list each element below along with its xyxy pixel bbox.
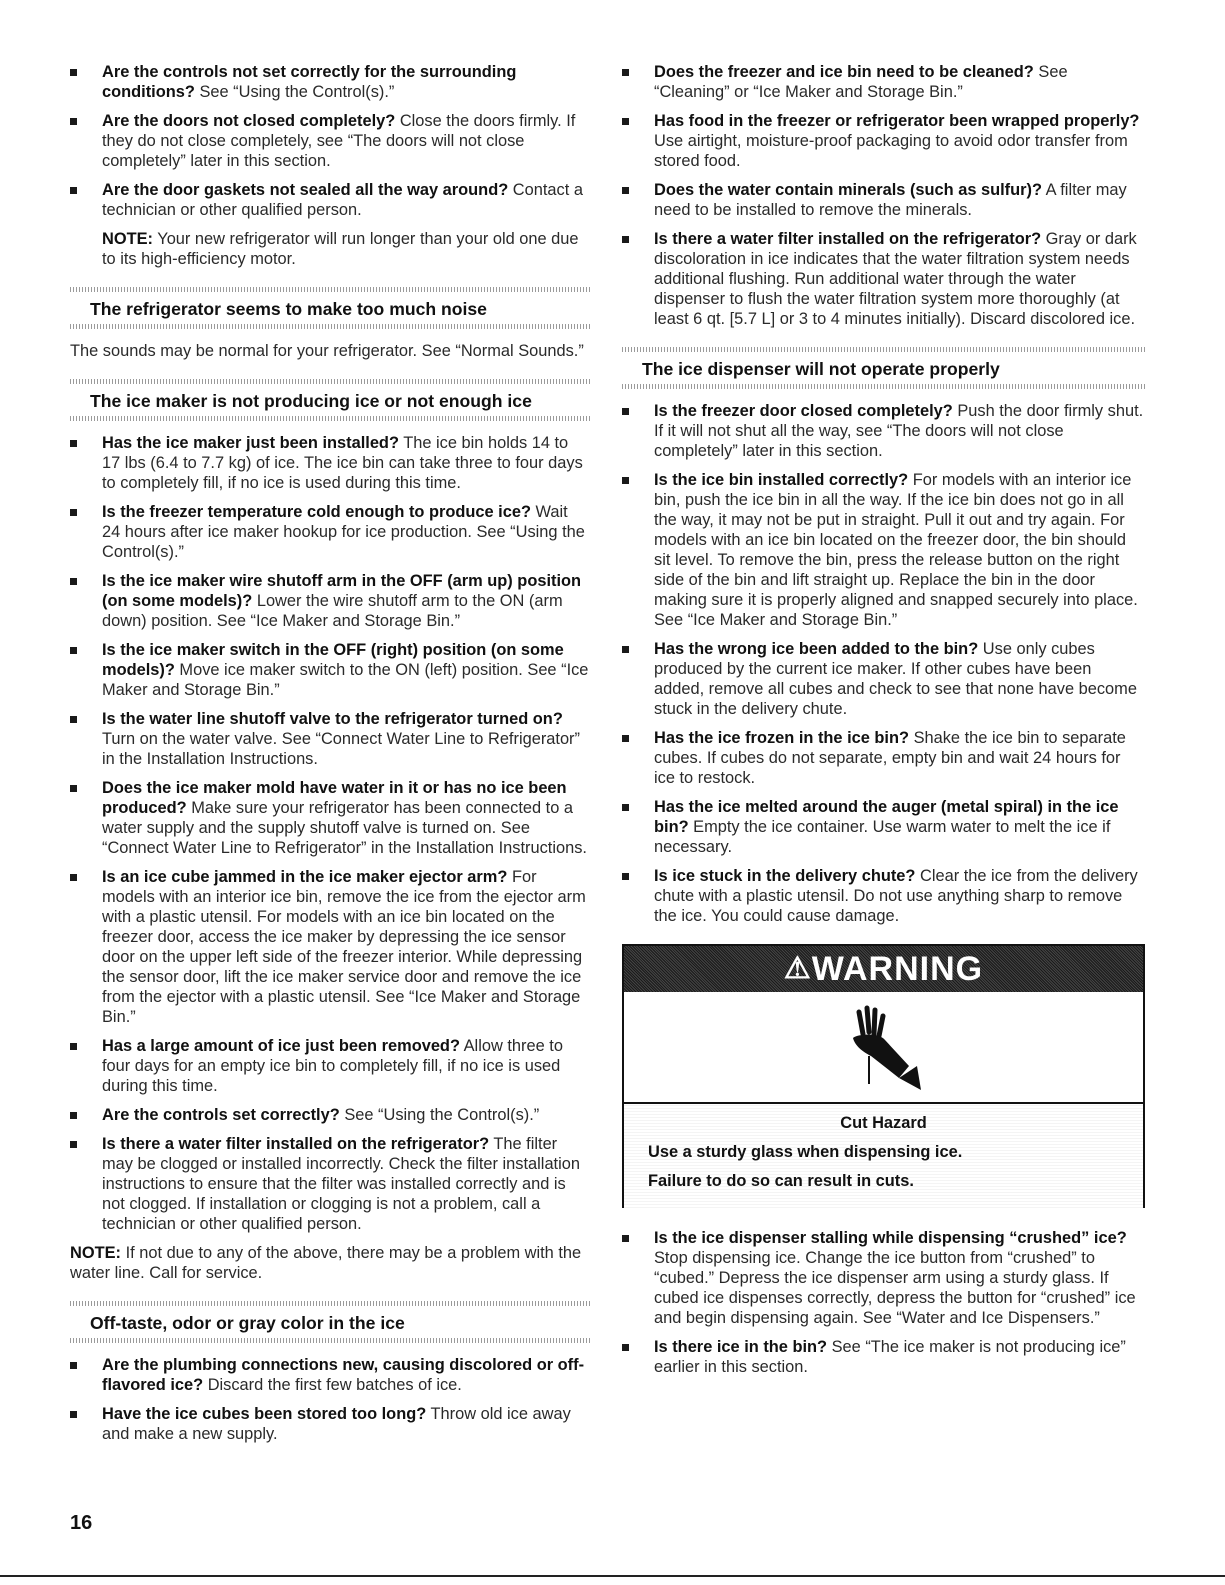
question: Has the ice maker just been installed?	[102, 434, 399, 452]
list-item	[622, 639, 1145, 719]
bullet-icon	[70, 509, 77, 516]
list-item	[622, 728, 1145, 788]
list-item	[622, 111, 1145, 171]
list-item	[70, 1105, 590, 1125]
page-number: 16	[70, 1512, 93, 1534]
bullet-icon	[70, 647, 77, 654]
section-header	[70, 379, 590, 421]
answer: For models with an interior ice bin, push the ice bin in all the way. If the ice bin does not go in all the way, it may not be put in straight. Pull it out and try again. For models with an ice bin located on the freezer door, the bin should sit level. To remove the bin, press the release button on the right side of the bin and lift straight up. Replace the bin in the door making sure it is properly aligned and snapped securely into place. See “Ice Maker and Storage Bin.”	[654, 471, 1138, 629]
list-item	[622, 1228, 1145, 1328]
list-item	[622, 797, 1145, 857]
bullet-icon	[622, 408, 629, 415]
warning-box	[622, 944, 1145, 1208]
answer: Gray or dark discoloration in ice indicates that the water filtration system needs additional flushing. Run additional water through the water dispenser to flush the water filtration system more thoroughly (at least 6 qt. [5.7 L] or 3 to 4 minutes initially). Discard discolored ice.	[654, 230, 1137, 328]
answer: Stop dispensing ice. Change the ice button from “crushed” to “cubed.” Depress the ice dispenser arm using a sturdy glass. If cubed ice dispenses correctly, depress the button for “crushed” ice and begin dispensing again. See “Water and Ice Dispensers.”	[654, 1249, 1136, 1327]
question: Does the freezer and ice bin need to be cleaned?	[654, 63, 1034, 81]
list-item	[70, 62, 590, 102]
bullet-icon	[70, 578, 77, 585]
question: Is there ice in the bin?	[654, 1338, 828, 1356]
question: Is the freezer temperature cold enough to produce ice?	[102, 503, 531, 521]
bullet-icon	[70, 440, 77, 447]
list-item	[70, 867, 590, 1027]
bullet-icon	[622, 873, 629, 880]
question: Has the ice frozen in the ice bin?	[654, 729, 910, 747]
list-item	[70, 433, 590, 493]
bullet-icon	[70, 1362, 77, 1369]
answer: Turn on the water valve. See “Connect Water Line to Refrigerator” in the Installation Instructions.	[102, 730, 580, 768]
question: Does the water contain minerals (such as sulfur)?	[654, 181, 1043, 199]
question: Does the ice maker mold have water in it or has no ice been produced?	[102, 779, 567, 817]
footer-rule	[0, 1575, 1225, 1577]
bullet-icon	[70, 187, 77, 194]
list-item	[622, 401, 1145, 461]
answer: Move ice maker switch to the ON (left) position. See “Ice Maker and Storage Bin.”	[102, 661, 589, 699]
answer: Shake the ice bin to separate cubes. If cubes do not separate, empty bin and wait 24 hours for ice to restock.	[654, 729, 1126, 787]
bullet-icon	[70, 69, 77, 76]
answer: For models with an interior ice bin, remove the ice from the ejector arm with a plastic utensil. For models with an ice bin located on the freezer door, access the ice maker by depressing the ice sensor door on the upper left side of the freezer interior. While depressing the sensor door, lift the ice maker service door and remove the ice from the ejector with a plastic utensil. See “Ice Maker and Storage Bin.”	[102, 868, 586, 1026]
bullet-icon	[622, 236, 629, 243]
bullet-icon	[70, 716, 77, 723]
warning-signal-word: WARNING	[811, 950, 984, 988]
answer: Push the door firmly shut. If it will not shut all the way, see “The doors will not close completely” later in this section.	[654, 402, 1144, 460]
question: Is the ice bin installed correctly?	[654, 471, 909, 489]
answer: Use only cubes produced by the current ice maker. If other cubes have been added, remove all cubes and check to see that none have become stuck in the delivery chute.	[654, 640, 1137, 718]
answer: Use airtight, moisture-proof packaging to avoid odor transfer from stored food.	[654, 132, 1128, 170]
bullet-icon	[70, 785, 77, 792]
section-title: The ice dispenser will not operate properly	[642, 359, 1000, 379]
bullet-icon	[622, 646, 629, 653]
list-item	[70, 640, 590, 700]
question: Is ice stuck in the delivery chute?	[654, 867, 916, 885]
question: Is there a water filter installed on the refrigerator?	[654, 230, 1042, 248]
list-item	[70, 778, 590, 858]
answer: Allow three to four days for an empty ice bin to completely fill, if no ice is used during this time.	[102, 1037, 563, 1095]
question: Is there a water filter installed on the refrigerator?	[102, 1135, 490, 1153]
question: Is an ice cube jammed in the ice maker ejector arm?	[102, 868, 508, 886]
question: Are the plumbing connections new, causing discolored or off-flavored ice?	[102, 1356, 585, 1394]
bullet-icon	[70, 118, 77, 125]
right-column	[622, 62, 1145, 1386]
answer: Make sure your refrigerator has been connected to a water supply and the supply shutoff valve is turned on. See “Connect Water Line to Refrigerator” in the Installation Instructions.	[102, 799, 587, 857]
list-item	[70, 1134, 590, 1234]
list-item	[70, 111, 590, 171]
list-item	[70, 1404, 590, 1444]
list-item	[70, 571, 590, 631]
answer: Discard the first few batches of ice.	[207, 1376, 462, 1394]
list-item	[70, 502, 590, 562]
bullet-icon	[70, 1411, 77, 1418]
question: Are the door gaskets not sealed all the way around?	[102, 181, 509, 199]
list-item	[622, 62, 1145, 102]
answer: The ice bin holds 14 to 17 lbs (6.4 to 7.7 kg) of ice. The ice bin can take three to four days to completely fill, if no ice is used during this time.	[102, 434, 583, 492]
bullet-icon	[622, 69, 629, 76]
warning-heading: Cut Hazard	[840, 1114, 927, 1132]
bullet-icon	[622, 1235, 629, 1242]
answer: The filter may be clogged or installed incorrectly. Check the filter installation instructions to ensure that the filter was installed correctly and is not clogged. If installation or clogging is not a problem, call a technician or other qualified person.	[102, 1135, 580, 1233]
section-title: The ice maker is not producing ice or not enough ice	[90, 391, 532, 411]
list-item	[70, 709, 590, 769]
bullet-icon	[622, 187, 629, 194]
bullet-icon	[622, 804, 629, 811]
section-title: Off-taste, odor or gray color in the ice	[90, 1313, 405, 1333]
left-column	[70, 62, 590, 1453]
bullet-icon	[622, 118, 629, 125]
warning-line: Failure to do so can result in cuts.	[648, 1172, 914, 1190]
section-header	[70, 1301, 590, 1343]
question: Is the freezer door closed completely?	[654, 402, 953, 420]
bullet-icon	[70, 1043, 77, 1050]
question: Have the ice cubes been stored too long?	[102, 1405, 427, 1423]
question: Is the ice maker switch in the OFF (right) position (on some models)?	[102, 641, 564, 679]
list-item	[622, 180, 1145, 220]
section-title: The refrigerator seems to make too much noise	[90, 299, 487, 319]
list-item	[70, 180, 590, 220]
warning-line: Use a sturdy glass when dispensing ice.	[648, 1143, 963, 1161]
list-item	[622, 866, 1145, 926]
question: Has the wrong ice been added to the bin?	[654, 640, 979, 658]
paragraph: The sounds may be normal for your refrigerator. See “Normal Sounds.”	[70, 342, 584, 360]
section-header	[622, 347, 1145, 389]
question: Is the ice maker wire shutoff arm in the OFF (arm up) position (on some models)?	[102, 572, 582, 610]
answer: See “Using the Control(s).”	[344, 1106, 540, 1124]
list-item	[70, 1036, 590, 1096]
answer: Close the doors firmly. If they do not close completely, see “The doors will not close completely” later in this section.	[102, 112, 576, 170]
bullet-icon	[70, 1112, 77, 1119]
bullet-icon	[70, 1141, 77, 1148]
warning-banner	[624, 946, 1143, 992]
question: Has food in the freezer or refrigerator been wrapped properly?	[654, 112, 1140, 130]
answer: Lower the wire shutoff arm to the ON (arm down) position. See “Ice Maker and Storage Bin.”	[102, 592, 563, 630]
question: Are the controls not set correctly for the surrounding conditions?	[102, 63, 517, 101]
warning-triangle-icon: ⚠	[783, 952, 812, 985]
cut-hazard-hand-icon	[839, 1004, 929, 1099]
list-item	[622, 1337, 1145, 1377]
answer: See “Using the Control(s).”	[199, 83, 395, 101]
bullet-icon	[622, 735, 629, 742]
answer: Clear the ice from the delivery chute with a plastic utensil. Do not use anything sharp to remove the ice. You could cause damage.	[654, 867, 1138, 925]
bullet-icon	[622, 1344, 629, 1351]
note: NOTE: If not due to any of the above, there may be a problem with the water line. Call for service.	[70, 1244, 582, 1282]
answer: Contact a technician or other qualified person.	[102, 181, 583, 219]
list-item	[622, 229, 1145, 329]
section-header	[70, 287, 590, 329]
question: Are the doors not closed completely?	[102, 112, 396, 130]
answer: Wait 24 hours after ice maker hookup for ice production. See “Using the Control(s).”	[102, 503, 585, 561]
answer: A filter may need to be installed to remove the minerals.	[654, 181, 1127, 219]
answer: See “The ice maker is not producing ice” earlier in this section.	[654, 1338, 1126, 1376]
question: Has the ice melted around the auger (metal spiral) in the ice bin?	[654, 798, 1119, 836]
list-item	[70, 1355, 590, 1395]
question: Is the ice dispenser stalling while dispensing “crushed” ice?	[654, 1229, 1127, 1247]
question: Are the controls set correctly?	[102, 1106, 340, 1124]
question: Is the water line shutoff valve to the refrigerator turned on?	[102, 710, 563, 728]
answer: See “Cleaning” or “Ice Maker and Storage Bin.”	[654, 63, 1068, 101]
note: NOTE: Your new refrigerator will run longer than your old one due to its high-efficiency motor.	[102, 230, 579, 268]
bullet-icon	[70, 874, 77, 881]
list-item	[622, 470, 1145, 630]
answer: Empty the ice container. Use warm water to melt the ice if necessary.	[654, 818, 1111, 856]
question: Has a large amount of ice just been removed?	[102, 1037, 460, 1055]
answer: Throw old ice away and make a new supply.	[102, 1405, 571, 1443]
bullet-icon	[622, 477, 629, 484]
